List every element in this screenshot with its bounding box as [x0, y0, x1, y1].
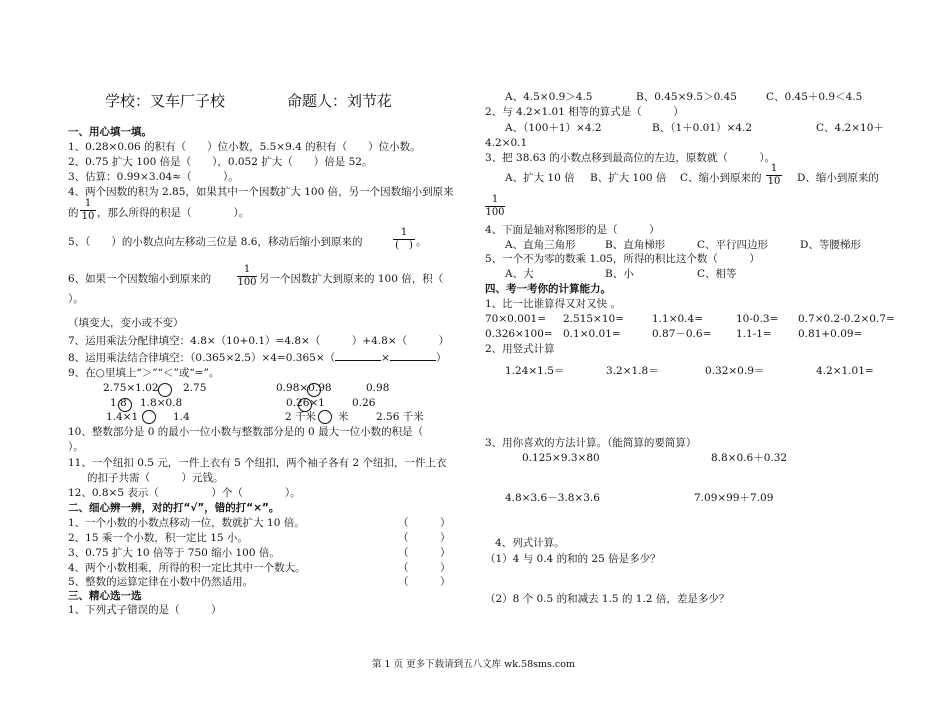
- choice-4-option-c: C、平行四边形: [697, 239, 769, 251]
- simplify-3: 4.8×3.6－3.8×3.6: [505, 492, 600, 504]
- compare-circle[interactable]: [318, 410, 332, 424]
- choice-1: 1、下列式子错误的是（ ）: [68, 604, 222, 616]
- question-7: 7、运用乘法分配律填空：4.8×（10+0.1）=4.8×（ ）+4.8×（ ）: [68, 335, 450, 347]
- choice-1-option-c: C、0.45＋0.9＜4.5: [766, 91, 863, 103]
- question-6b: ）。: [68, 293, 84, 305]
- choice-2-option-c-cont: 4.2×0.1: [485, 137, 528, 149]
- calc-3-heading: 3、用你喜欢的方法计算。（能简算的要简算）: [485, 437, 697, 449]
- oral-5: 0.7×0.2-0.2×0.7=: [798, 313, 895, 325]
- section-3-heading: 三、精心选一选: [68, 590, 142, 602]
- compare-3c: 2 千米: [285, 411, 317, 423]
- compare-2d: 0.26: [352, 397, 376, 409]
- choice-1-option-a: A、4.5×0.9＞4.5: [505, 91, 593, 103]
- word-problem-1: （1）4 与 0.4 的和的 25 倍是多少？: [485, 553, 661, 565]
- fraction-one-hundredth: $\frac{1}{100}$: [485, 194, 505, 218]
- page-footer: 第 1 页 更多下载请到五八文库 wk.58sms.com: [372, 659, 575, 670]
- school-name: 学校：叉车厂子校: [105, 92, 226, 110]
- simplify-4: 7.09×99＋7.09: [694, 492, 774, 504]
- vertical-1: 1.24×1.5＝: [505, 365, 565, 377]
- compare-1b: 2.75: [183, 382, 207, 394]
- compare-3d: 米: [338, 411, 349, 423]
- answer-paren[interactable]: （ ）: [398, 547, 451, 559]
- choice-2-option-c: C、4.2×10＋: [816, 122, 884, 134]
- vertical-4: 4.2×1.01=: [816, 365, 874, 377]
- question-10b: ）。: [68, 441, 84, 453]
- choice-2-option-a: A、（100＋1）×4.2: [505, 122, 602, 134]
- compare-2b: 1.8×0.8: [140, 397, 183, 409]
- fraction-one-tenth: $\frac{1}{10}$: [767, 163, 781, 187]
- oral-2: 2.515×10=: [563, 313, 625, 325]
- question-6-prefix: 6、如果一个因数缩小到原来的: [68, 273, 212, 285]
- choice-5: 5、一个不为零的数乘 1.05，所得的积比这个数（ ）: [485, 253, 760, 265]
- choice-5-option-b: B、小: [605, 268, 634, 280]
- author-name: 命题人：刘节花: [287, 92, 393, 110]
- word-problem-2: （2）8 个 0.5 的和减去 1.5 的 1.2 倍，差是多少？: [485, 593, 730, 605]
- question-2: 2、0.75 扩大 100 倍是（ ），0.052 扩大（ ）倍是 52。: [68, 156, 373, 168]
- judge-5: 5、整数的运算定律在小数中仍然适用。: [68, 576, 254, 588]
- calc-4-heading: 4、列式计算。: [495, 537, 565, 549]
- question-9: 9、在○里填上“＞”“＜”或“=”。: [68, 367, 220, 379]
- answer-paren[interactable]: （ ）: [398, 532, 451, 544]
- calc-1-heading: 1、比一比谁算得又对又快 。: [485, 298, 622, 310]
- fraction-one-over-blank: 1 ( ): [393, 227, 415, 252]
- compare-circle[interactable]: [307, 383, 321, 397]
- oral-9: 1.1-1=: [736, 328, 772, 340]
- simplify-2: 8.8×0.6＋0.32: [711, 452, 788, 464]
- answer-paren[interactable]: （ ）: [398, 517, 451, 529]
- choice-4-option-b: B、直角梯形: [605, 239, 666, 251]
- choice-4-option-a: A、直角三角形: [505, 239, 576, 251]
- question-4b-suffix: ，那么所得的积是（ ）。: [97, 207, 250, 219]
- compare-3b: 1.4: [173, 411, 190, 423]
- question-1: 1、0.28×0.06 的积有（ ）位小数，5.5×9.4 的积有（ ）位小数。: [68, 141, 421, 153]
- oral-4: 10-0.3=: [736, 313, 779, 325]
- choice-3-option-d: D、缩小到原来的: [797, 172, 879, 184]
- simplify-1: 0.125×9.3×80: [522, 452, 600, 464]
- question-6-hint: （填变大，变小或不变）: [68, 317, 184, 329]
- question-4a: 4、两个因数的积为 2.85，如果其中一个因数扩大 100 倍，另一个因数缩小到原来: [68, 186, 454, 198]
- choice-4: 4、下面是轴对称图形的是（ ）: [485, 224, 660, 236]
- compare-1a: 2.75×1.02: [103, 382, 159, 394]
- vertical-3: 0.32×0.9＝: [705, 365, 765, 377]
- calc-2-heading: 2、用竖式计算: [485, 343, 555, 355]
- choice-5-option-c: C、相等: [697, 268, 737, 280]
- compare-1c: 0.98×0.98: [276, 382, 332, 394]
- choice-2: 2、与 4.2×1.01 相等的算式是（ ）: [485, 106, 684, 118]
- oral-8: 0.87－0.6=: [652, 328, 712, 340]
- compare-3e: 2.56 千米: [376, 411, 424, 423]
- choice-3-option-a: A、扩大 10 倍: [505, 172, 575, 184]
- compare-1d: 0.98: [366, 382, 390, 394]
- answer-paren[interactable]: （ ）: [398, 576, 451, 588]
- choice-2-option-b: B、（1＋0.01）×4.2: [652, 122, 753, 134]
- question-5-suffix: 。: [416, 236, 427, 248]
- fraction-one-tenth: $\frac{1}{10}$: [81, 198, 95, 222]
- choice-3: 3、把 38.63 的小数点移到最高位的左边，原数就（ ）。: [485, 152, 776, 164]
- choice-3-option-c: C、缩小到原来的: [680, 172, 762, 184]
- compare-2a: 1.8: [110, 397, 127, 409]
- answer-paren[interactable]: （ ）: [398, 562, 451, 574]
- question-12: 12、0.8×5 表示（ ）个（ ）。: [68, 487, 301, 499]
- oral-3: 1.1×0.4=: [652, 313, 703, 325]
- question-5: 5、（ ）的小数点向左移动三位是 8.6，移动后缩小到原来的: [68, 236, 363, 248]
- question-3: 3、估算：0.99×3.04≈（ ）。: [68, 171, 239, 183]
- section-4-heading: 四、考一考你的计算能力。: [485, 283, 611, 295]
- question-6-suffix: 另一个因数扩大到原来的 100 倍，积（: [259, 273, 444, 285]
- choice-5-option-a: A、大: [505, 268, 534, 280]
- question-11b: 的扣子共需（ ）元钱。: [87, 472, 224, 484]
- compare-circle[interactable]: [142, 410, 156, 424]
- question-4b-prefix: 的: [68, 207, 79, 219]
- section-2-heading: 二、细心辨一辨，对的打“√”，错的打“×”。: [68, 502, 280, 514]
- judge-1: 1、一个小数的小数点移动一位，数就扩大 10 倍。: [68, 517, 305, 529]
- section-1-heading: 一、用心填一填。: [68, 126, 152, 138]
- choice-4-option-d: D、等腰梯形: [800, 239, 861, 251]
- choice-1-option-b: B、0.45×9.5＞0.45: [636, 91, 737, 103]
- oral-6: 0.326×100=: [485, 328, 553, 340]
- oral-10: 0.81+0.09=: [798, 328, 863, 340]
- question-11a: 11、一个纽扣 0.5 元，一件上衣有 5 个纽扣，两个袖子各有 2 个纽扣，一件上衣: [68, 457, 447, 469]
- vertical-2: 3.2×1.8＝: [606, 365, 659, 377]
- judge-4: 4、两个小数相乘，所得的积一定比其中一个数大。: [68, 562, 306, 574]
- fraction-one-hundredth: $\frac{1}{100}$: [237, 264, 257, 288]
- oral-1: 70×0.001=: [485, 313, 547, 325]
- choice-3-option-b: B、扩大 100 倍: [590, 172, 667, 184]
- compare-circle[interactable]: [158, 383, 172, 397]
- question-10: 10、整数部分是 0 的最小一位小数与整数部分是的 0 最大一位小数的积是（: [68, 426, 424, 438]
- judge-2: 2、15 乘一个小数，积一定比 15 小。: [68, 532, 248, 544]
- question-8: 8、运用乘法结合律填空：（0.365×2.5）×4=0.365×（ × ）: [68, 352, 447, 364]
- compare-3a: 1.4×1: [106, 411, 139, 423]
- compare-2c: 0.26×1: [286, 397, 325, 409]
- oral-7: 0.1×0.01=: [563, 328, 621, 340]
- judge-3: 3、0.75 扩大 10 倍等于 750 缩小 100 倍。: [68, 547, 280, 559]
